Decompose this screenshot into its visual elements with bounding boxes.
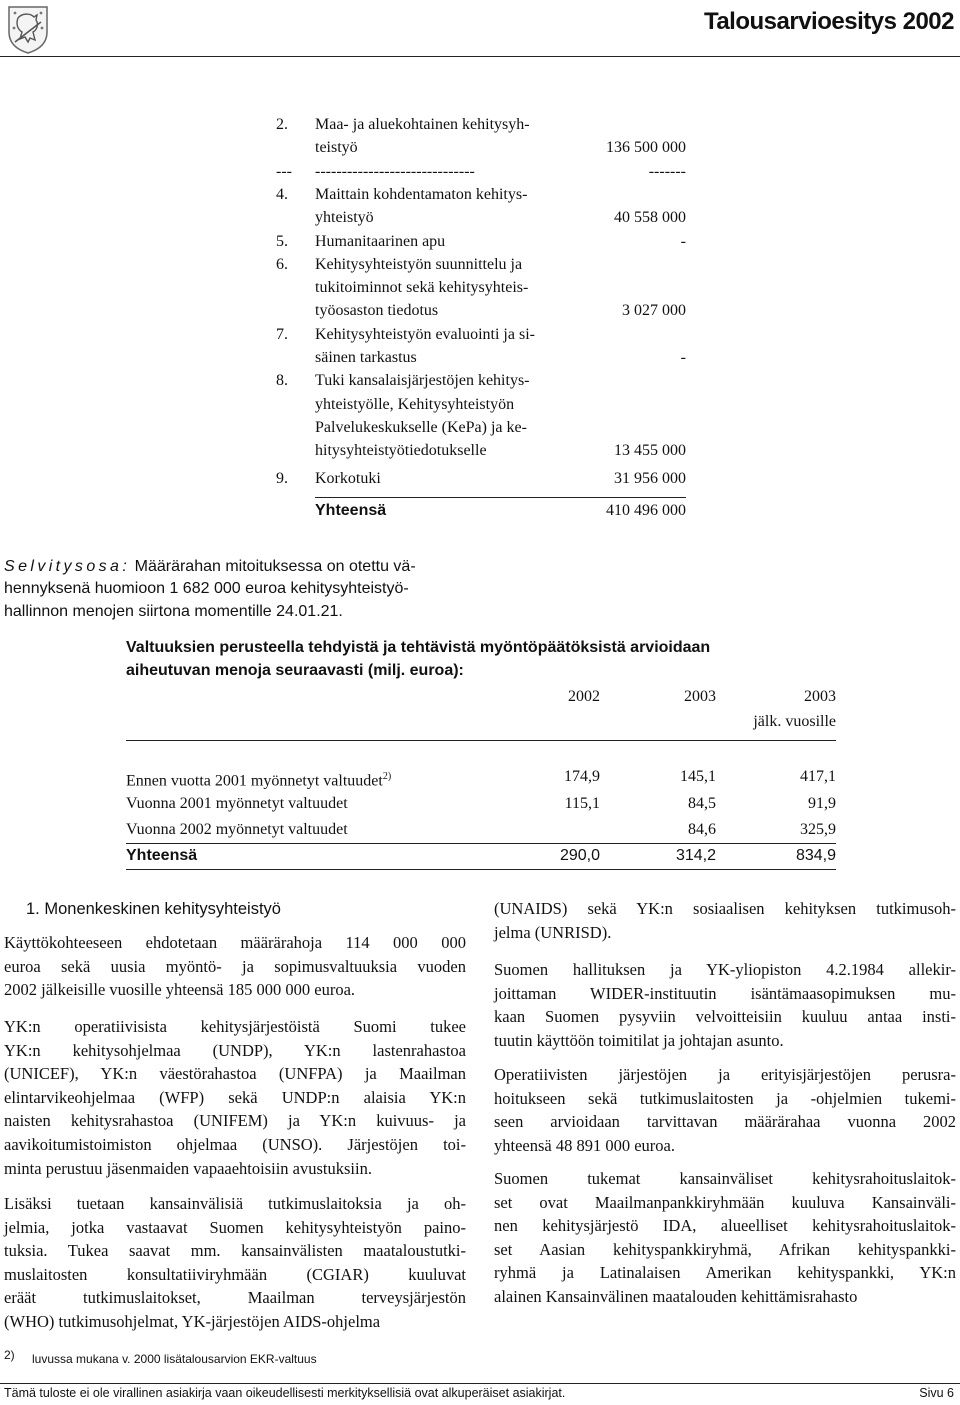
- commitments-total-label: Yhteensä: [126, 847, 198, 864]
- item-amount: 13 455 000: [614, 442, 686, 460]
- row-label: Vuonna 2002 myönnetyt valtuudet: [126, 821, 348, 838]
- row-value: 325,9: [800, 821, 836, 838]
- header-divider: [0, 56, 960, 57]
- page-number: Sivu 6: [919, 1386, 954, 1400]
- table-total-rule: [126, 843, 836, 844]
- selvitysosa-line-2: hennyksenä huomioon 1 682 000 euroa kehitysyhteistyö-: [4, 580, 409, 598]
- commitments-heading: Valtuuksien perusteella tehdyistä ja tehtävistä myöntöpäätöksistä arvioidaan aiheutuvan menoja seuraavasti (milj. euroa):: [126, 639, 711, 679]
- budget-item: [0, 369, 960, 462]
- item-number: 2.: [276, 116, 288, 133]
- column-2002: 2002: [568, 688, 600, 705]
- page-title: Talousarvioesitys 2002: [703, 8, 954, 35]
- item-amount: -: [680, 232, 686, 250]
- column-later-years-label: jälk. vuosille: [753, 713, 836, 730]
- item-amount: -: [680, 348, 686, 366]
- item-description: Korkotuki: [315, 469, 381, 487]
- row-value: 115,1: [564, 795, 600, 812]
- row-value: 84,6: [688, 821, 716, 838]
- section-heading: 1. Monenkeskinen kehitysyhteistyö: [26, 900, 281, 918]
- item-description: Tuki kansalaisjärjestöjen kehitys- yhteistyölle, Kehitysyhteistyön Palvelukeskukselle (KePa) ja ke- hitysyhteistyötiedotukselle: [315, 372, 530, 460]
- item-amount: 31 956 000: [614, 469, 686, 487]
- item-number: 9.: [276, 469, 288, 487]
- footnote-ref: 2): [382, 771, 392, 782]
- items-total-amount: 410 496 000: [606, 502, 686, 519]
- paragraph: Suomen hallituksen ja YK-yliopiston 4.2.1984 allekir- joittaman WIDER-instituutin isäntämaasopimuksen mu- kaan Suomen pysyviin velvoitteisiin kuuluu antaa insti- tuutin käyttöön toimitilat ja johtajan asunto.: [494, 960, 956, 1050]
- item-number: ---: [276, 162, 292, 180]
- selvitysosa-paragraph: [4, 556, 624, 623]
- item-description: Kehitysyhteistyön suunnittelu ja tukitoiminnot sekä kehitysyhteis- työosaston tiedotus: [315, 255, 529, 320]
- budget-item: [0, 183, 960, 230]
- paragraph: Lisäksi tuetaan kansainvälisiä tutkimuslaitoksia ja oh- jelmia, jotka vastaavat Suomen kehitysyhteistyön paino- tuksia. Tukea saavat mm. kansainvälisten maataloustutki- muslaitosten konsultatiiviryhmään (CGIAR) kuuluvat eräät tutkimuslaitokset, Maailman terveysjärjestön (WHO) tutkimusohjelmat, YK-järjestöjen AIDS-ohjelma: [4, 1194, 466, 1331]
- column-2003: 2003: [684, 688, 716, 705]
- budget-item: [0, 467, 960, 490]
- item-amount: 3 027 000: [622, 302, 686, 320]
- footer-divider: [0, 1383, 960, 1384]
- paragraph: YK:n operatiivisista kehitysjärjestöistä Suomi tukee YK:n kehitysohjelmaa (UNDP), YK:n lastenrahastoa (UNICEF), YK:n väestörahastoa (UNFPA) ja Maailman elintarvikeohjelmaa (WFP) sekä UNDP:n alaisia YK:n naisten kehitysrahastoa (UNIFEM) ja YK:n kuivuus- ja aavikoitumistoimiston ohjelmaa (UNSO). Järjestöjen toi- minta perustuu jäsenmaiden vapaaehtoisiin avustuksiin.: [4, 1017, 466, 1178]
- budget-item: [0, 323, 960, 370]
- item-description: ------------------------------: [315, 162, 475, 180]
- footer-disclaimer: Tämä tuloste ei ole virallinen asiakirja vaan oikeudellisesti merkityksellisiä ovat alkuperäiset asiakirjat.: [4, 1386, 566, 1400]
- item-number: 5.: [276, 232, 288, 250]
- row-label: Ennen vuotta 2001 myönnetyt valtuudet: [126, 772, 383, 790]
- footnote-text: luvussa mukana v. 2000 lisätalousarvion EKR-valtuus: [32, 1352, 317, 1366]
- row-value: 145,1: [680, 768, 716, 785]
- row-value: 91,9: [808, 795, 836, 812]
- item-number: 8.: [276, 372, 288, 390]
- items-total-label: Yhteensä: [315, 502, 387, 519]
- item-number: 7.: [276, 325, 288, 343]
- row-value: 174,9: [564, 768, 600, 785]
- total-rule: [315, 497, 686, 498]
- table-bottom-rule: [126, 869, 836, 870]
- item-amount: 40 558 000: [614, 209, 686, 227]
- item-amount: -------: [648, 162, 686, 180]
- coat-of-arms-logo: [6, 4, 50, 54]
- item-description: Humanitaarinen apu: [315, 232, 446, 250]
- paragraph: Suomen tukemat kansainväliset kehitysrahoituslaitok- set ovat Maailmanpankkiryhmään kuuluva Kansainväli- nen kehitysjärjestö IDA, alueelliset kehitysrahoituslaitok- set Aasian kehityspankkiryhmä, Afrikan kehityspankki- ryhmä ja Latinalaisen Amerikan kehityspankki, YK:n alainen Kansainvälinen maatalouden kehittämisrahasto: [494, 1169, 956, 1306]
- budget-item: [0, 230, 960, 253]
- items-total-row: [0, 499, 960, 523]
- selvitysosa-line-3: hallinnon menojen siirtona momentille 24.01.21.: [4, 602, 343, 620]
- budget-item: [0, 253, 960, 323]
- item-description: Maittain kohdentamaton kehitys- yhteistyö: [315, 185, 528, 227]
- footnote-marker: 2): [4, 1348, 15, 1362]
- paragraph: Käyttökohteeseen ehdotetaan määrärahoja 114 000 000 euroa sekä uusia myöntö- ja sopimusvaltuuksia vuoden 2002 jälkeisille vuosille yhteensä 185 000 000 euroa.: [4, 933, 466, 1000]
- paragraph: Operatiivisten järjestöjen ja erityisjärjestöjen perusra- hoitukseen sekä tutkimuslaitosten ja -ohjelmien tukemi- seen arvioidaan tarvittavan määrärahaa vuonna 2002 yhteensä 48 891 000 euroa.: [494, 1065, 956, 1155]
- table-header-rule: [126, 740, 836, 741]
- row-value: 84,5: [688, 795, 716, 812]
- item-amount: 136 500 000: [606, 139, 686, 157]
- column-2003-later: 2003: [804, 688, 836, 705]
- row-label: Vuonna 2001 myönnetyt valtuudet: [126, 795, 348, 812]
- item-description: Maa- ja aluekohtainen kehitysyh- teistyö: [315, 116, 530, 157]
- row-value: 417,1: [800, 768, 836, 785]
- paragraph: (UNAIDS) sekä YK:n sosiaalisen kehityksen tutkimusoh- jelma (UNRISD).: [494, 899, 956, 942]
- selvitysosa-line-1: Määrärahan mitoituksessa on otettu vä-: [134, 558, 416, 575]
- footnote: [4, 1348, 317, 1366]
- budget-item: [0, 113, 960, 160]
- item-number: 4.: [276, 185, 288, 203]
- item-description: Kehitysyhteistyön evaluointi ja si- säinen tarkastus: [315, 325, 535, 366]
- budget-item: [0, 160, 960, 183]
- selvitysosa-label: Selvitysosa:: [4, 558, 131, 575]
- item-number: 6.: [276, 255, 288, 273]
